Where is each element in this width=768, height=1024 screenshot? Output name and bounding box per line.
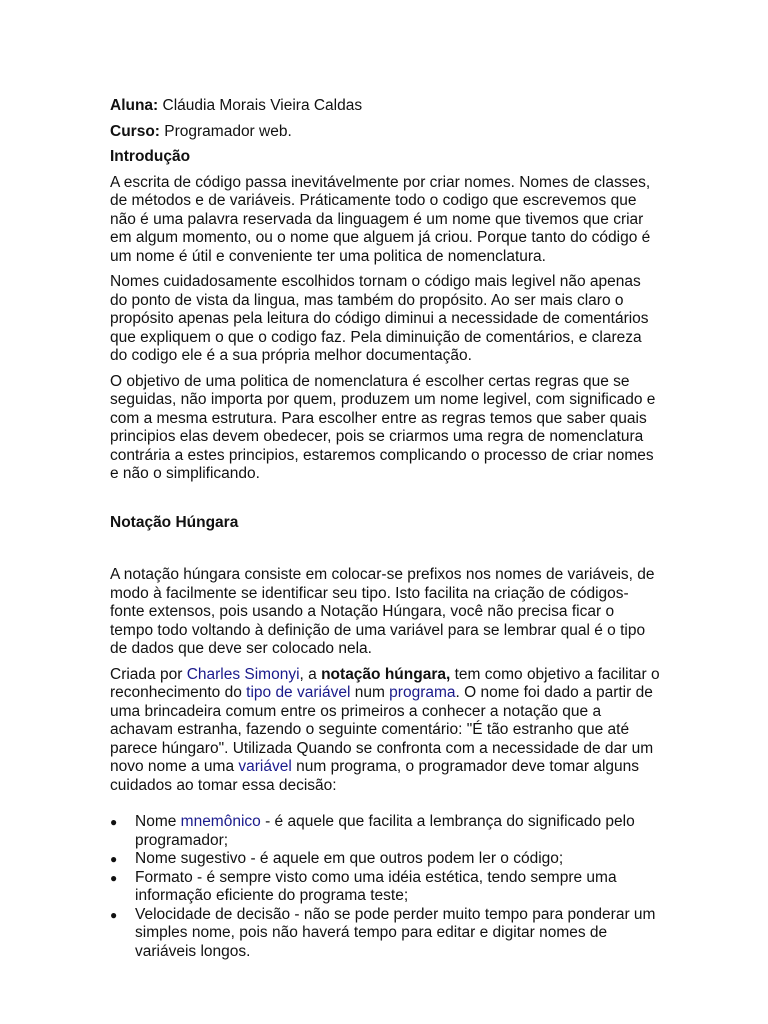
student-label: Aluna: [110, 97, 159, 114]
text-run: tem como objetivo a facilitar o reconhecimento do [110, 665, 660, 701]
hungarian-heading: Notação Húngara [110, 513, 239, 531]
list-item [110, 850, 660, 869]
bullet-list [110, 813, 660, 961]
text-run: , a [299, 665, 322, 683]
text-run: num programa, o programador deve tomar alguns cuidados ao tomar essa decisão: [110, 758, 640, 794]
document-body [110, 97, 660, 961]
course-label: Curso: [110, 122, 160, 140]
tipo-de-variavel-link[interactable]: tipo de variável [246, 684, 351, 701]
programa-link[interactable]: programa [389, 684, 456, 701]
hungarian-paragraph-1: A notação húngara consiste em colocar-se prefixos nos nomes de variáveis, de modo à facilmente se identificar seu tipo. Isto facilita na criação de códigos-fonte extensos, pois usando a Notação Húngara, você não precisa ficar o tempo todo voltando à definição de uma variável para se lembrar qual é o tipo de dados que deve ser colocado nela. [110, 566, 655, 657]
text-run: . O nome foi dado a partir de uma brincadeira comum entre os primeiros a conhecer a notação que a achavam estranha, fazendo o seguinte comentário: "É tão estranho que até parece húngaro". Utilizada Quando se confronta com a necessidade de dar um novo nome a uma [110, 684, 654, 775]
bold-term: notação húngara, [321, 665, 451, 683]
intro-heading: Introdução [110, 148, 191, 165]
student-name: Cláudia Morais Vieira Caldas [162, 97, 363, 114]
text-run: - é aquele que facilita a lembrança do significado pelo programador; [135, 813, 635, 849]
student-line [110, 97, 660, 116]
hungarian-paragraph-2 [110, 666, 660, 796]
bullet-icon: ● [110, 815, 118, 829]
bullet-icon: ● [110, 907, 118, 922]
text-run: num [350, 684, 390, 701]
list-item [110, 906, 660, 962]
list-item-text: Nome sugestivo - é aquele em que outros podem ler o código; [135, 850, 564, 867]
list-item [110, 813, 660, 850]
variavel-link[interactable]: variável [238, 758, 292, 775]
course-line [110, 123, 660, 142]
text-run: Nome [135, 813, 181, 830]
bullet-icon: ● [110, 852, 118, 866]
list-item-text: Formato - é sempre visto como uma idéia estética, tendo sempre uma informação eficiente do programa teste; [135, 868, 617, 904]
bullet-icon: ● [110, 870, 118, 885]
mnemonico-link[interactable]: mnemônico [180, 813, 261, 830]
intro-paragraph-1: A escrita de código passa inevitávelmente por criar nomes. Nomes de classes, de métodos e de variáveis. Práticamente todo o codigo que escrevemos que não é uma palavra reservada da linguagem é um nome que tivemos que criar em algum momento, ou o nome que alguem já criou. Porque tanto do código é um nome é útil e conveniente ter uma politica de nomenclatura. [110, 173, 651, 265]
intro-paragraph-3: O objetivo de uma politica de nomenclatura é escolher certas regras que se seguidas, não importa por quem, produzem um nome legivel, com significado e com a mesma estrutura. Para escolher entre as regras temos que saber quais principios elas devem obedecer, pois se criarmos uma regra de nomenclatura contrária a estes principios, estaremos complicando o processo de criar nomes e não o simplificando. [110, 372, 656, 482]
list-item-text: Velocidade de decisão - não se pode perder muito tempo para ponderar um simples nome, pois não haverá tempo para editar e digitar nomes de variáveis longos. [135, 905, 656, 960]
text-run: Criada por [110, 665, 187, 683]
list-item [110, 869, 660, 906]
charles-simonyi-link[interactable]: Charles Simonyi [186, 665, 300, 683]
course-name: Programador web. [164, 122, 292, 140]
intro-paragraph-2: Nomes cuidadosamente escolhidos tornam o código mais legivel não apenas do ponto de vista da lingua, mas também do propósito. Ao ser mais claro o propósito apenas pela leitura do código diminui a necessidade de comentários que expliquem o que o codigo faz. Pela diminuição de comentários, e clareza do codigo ele é a sua própria melhor documentação. [110, 273, 649, 364]
